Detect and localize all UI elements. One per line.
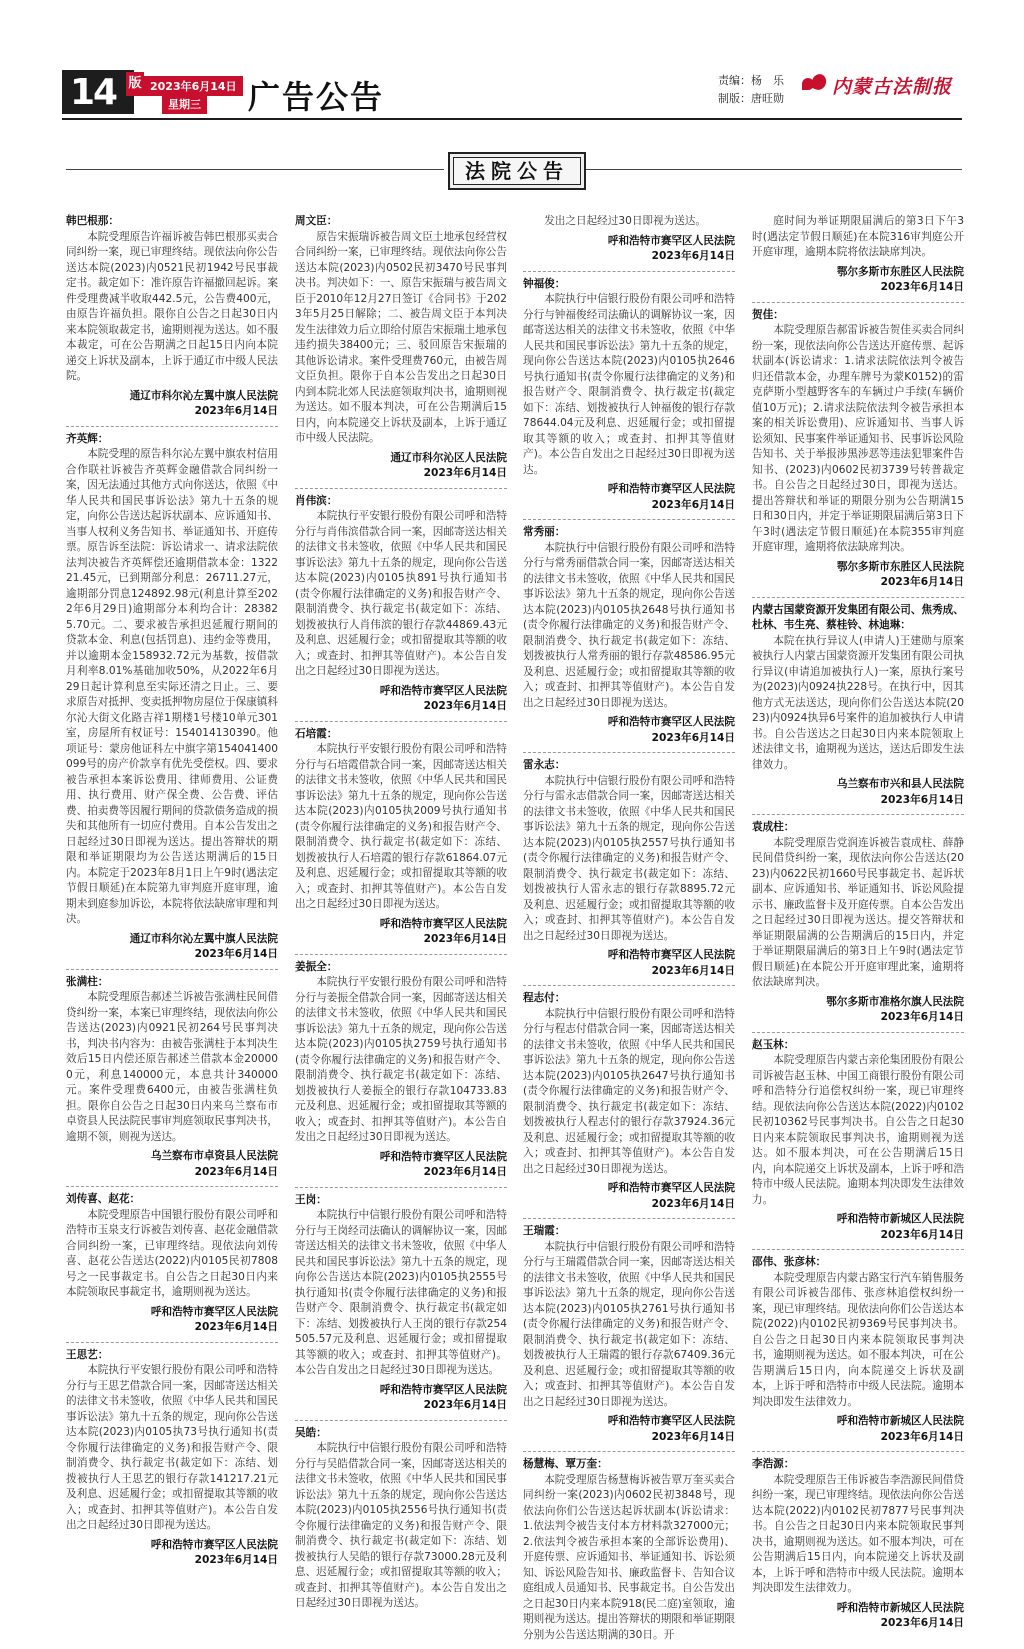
notice-separator bbox=[752, 1032, 964, 1034]
court-notice bbox=[66, 432, 278, 963]
court-notice bbox=[523, 758, 735, 979]
notice-body: 本院执行中信银行股份有限公司呼和浩特分行与王岗经司法确认的调解协议一案，因邮寄送达相关的法律文书未签收，依照《中华人民共和国民事诉讼法》第九十五条的规定，现向你公告送达本院(2023)内0105执2555号执行通知书(责令你履行法律确定的义务)和报告财产令、限制消费令、执行裁定书(裁定如下：冻结、划拨被执行人王岗的银行存款254505.57元及利息、迟延履行金；或扣留提取其等额的收入；或查封、扣押其等值财产)。本公告自发出之日起经过30日即视为送达。 bbox=[295, 1209, 507, 1376]
notice-court: 呼和浩特市赛罕区人民法院 bbox=[607, 1182, 735, 1194]
notice-court: 呼和浩特市赛罕区人民法院 bbox=[607, 949, 735, 961]
notice-date: 2023年6月14日 bbox=[194, 1321, 278, 1333]
notice-addressee: 贺佳： bbox=[752, 308, 784, 321]
notice-court: 呼和浩特市赛罕区人民法院 bbox=[150, 1305, 278, 1318]
notice-addressee: 钟福俊： bbox=[523, 277, 566, 290]
court-notice bbox=[752, 1457, 964, 1632]
notice-date: 2023年6月14日 bbox=[651, 250, 735, 262]
notice-separator bbox=[66, 426, 278, 428]
court-notice bbox=[523, 525, 735, 746]
notice-separator bbox=[66, 1342, 278, 1344]
notice-addressee: 赵玉林： bbox=[752, 1038, 795, 1051]
notice-body: 本院受理原告郝雷诉被告贺佳买卖合同纠纷一案，现依法向你公告送达开庭传票、起诉状副本(诉讼请求：1.请求法院依法判令被告归还借款本金，办理车牌号为蒙K0152)的雷克萨斯小型越野客车的车辆过户手续(车辆价值10万元)；2.请求法院依法判令被告承担本案的相关诉讼费用)、应诉通知书、当事人诉讼须知、民事案件举证通知书、民事诉讼风险告知书、关于举报涉黑涉恶等违法犯罪案件告知书、(2023)内0602民初3739号转普裁定书。自公告之日起经过30日，即视为送达。提出答辩状和举证的期限分别为公告期满15日和30日内，并定于举证期限届满后第3日下午3时(遇法定节假日顺延)在本院355审判庭开庭审理，逾期将依法缺席判决。 bbox=[752, 324, 964, 553]
court-notice bbox=[752, 214, 964, 296]
notice-date: 2023年6月14日 bbox=[651, 1197, 735, 1210]
court-notice bbox=[752, 603, 964, 809]
notice-court: 呼和浩特市赛罕区人民法院 bbox=[379, 684, 507, 697]
notice-separator bbox=[752, 1249, 964, 1251]
notice-separator bbox=[523, 519, 735, 521]
notice-addressee: 刘传喜、赵花： bbox=[66, 1193, 141, 1205]
notice-addressee: 韩巴根那： bbox=[66, 215, 119, 227]
notice-date: 2023年6月14日 bbox=[880, 1228, 964, 1241]
notice-addressee: 王瑞霞： bbox=[523, 1225, 566, 1237]
notice-court: 鄂尔多斯市东胜区人民法院 bbox=[836, 265, 964, 278]
producer-name: 制版：唐旺勋 bbox=[718, 92, 784, 105]
court-notice bbox=[752, 308, 964, 591]
court-notice bbox=[66, 1192, 278, 1336]
court-notice bbox=[752, 1038, 964, 1244]
page-number-block bbox=[62, 70, 142, 114]
notice-body: 本院执行中信银行股份有限公司呼和浩特分行与程志付借款合同一案，因邮寄送达相关的法律文书未签收，依照《中华人民共和国民事诉讼法》第九十五条的规定，现向你公告送达本院(2023)内0105执2647号执行通知书(责令你履行法律确定的义务)和报告财产令、限制消费令、执行裁定书(裁定如下：冻结、划拨被执行人程志付的银行存款37924.36元及利息、迟延履行金；或扣留提取其等额的收入；或查封、扣押其等值财产)。本公告自发出之日起经过30日即视为送达。 bbox=[523, 1007, 735, 1175]
notice-date: 2023年6月14日 bbox=[423, 1399, 507, 1411]
court-notice bbox=[66, 214, 278, 420]
notice-separator bbox=[752, 1451, 964, 1453]
court-notice bbox=[523, 214, 735, 265]
section-banner bbox=[448, 152, 586, 190]
notice-separator bbox=[295, 954, 507, 956]
notice-court: 鄂尔多斯市准格尔旗人民法院 bbox=[826, 995, 964, 1008]
section-title: 广告公告 bbox=[248, 78, 385, 116]
notice-column-2 bbox=[295, 214, 507, 1618]
notice-separator bbox=[752, 597, 964, 599]
court-notice bbox=[66, 975, 278, 1181]
notice-separator bbox=[295, 721, 507, 723]
logo-swoosh-icon bbox=[802, 74, 828, 96]
notice-separator bbox=[752, 302, 964, 304]
notice-date: 2023年6月14日 bbox=[423, 1166, 507, 1178]
court-notice bbox=[295, 1426, 507, 1612]
notice-separator bbox=[295, 488, 507, 490]
notice-body: 本院受理原告王伟诉被告李浩源民间借贷纠纷一案，现已审理终结。现依法向你公告送达本院(2022)内0102民初7877号民事判决书。自公告之日起30日内来本院领取民事判决书，逾期则视为送达。如不服本判决，可在公告期满后15日内，向本院递交上诉状及副本，上诉于呼和浩特市中级人民法院。逾期本判决即发生法律效力。 bbox=[752, 1473, 964, 1594]
notice-court: 鄂尔多斯市东胜区人民法院 bbox=[836, 560, 964, 573]
notice-court: 呼和浩特市赛罕区人民法院 bbox=[607, 1415, 735, 1427]
notice-addressee: 王思艺： bbox=[66, 1348, 109, 1361]
notice-separator bbox=[523, 1218, 735, 1220]
notice-addressee: 周文臣： bbox=[295, 215, 338, 227]
notice-addressee: 肖伟滨： bbox=[295, 494, 338, 507]
court-notice bbox=[523, 1224, 735, 1445]
notice-court: 呼和浩特市赛罕区人民法院 bbox=[379, 917, 507, 930]
court-notice bbox=[295, 960, 507, 1181]
notice-date: 2023年6月14日 bbox=[194, 948, 278, 960]
notice-date: 2023年6月14日 bbox=[651, 498, 735, 511]
court-notice bbox=[66, 1348, 278, 1569]
notice-date: 2023年6月14日 bbox=[194, 405, 278, 417]
notice-body: 本院受理原告内蒙古亲伦集团股份有限公司诉被告赵玉林、中国工商银行股份有限公司呼和浩特分行追偿权纠纷一案，现已审理终结。现依法向你公告送达本院(2022)内0102民初10362号民事判决书。自公告之日起30日内来本院领取民事判决书，逾期则视为送达。如不服本判决，可在公告期满后15日内，向本院递交上诉状及副本，上诉于呼和浩特市中级人民法院。逾期本判决即发生法律效力。 bbox=[752, 1054, 964, 1206]
editor-name: 责编：杨 乐 bbox=[718, 74, 784, 87]
notice-addressee: 杨慧梅、覃万奎： bbox=[523, 1458, 608, 1470]
court-notice bbox=[523, 277, 735, 514]
notice-body: 本院执行平安银行股份有限公司呼和浩特分行与肖伟滨借款合同一案，因邮寄送达相关的法律文书未签收，依照《中华人民共和国民事诉讼法》第九十五条的规定，现向你公告送达本院(2023)内0105执891号执行通知书(责令你履行法律确定的义务)和报告财产令、限制消费令、执行裁定书(裁定如下：冻结、划拨被执行人肖伟滨的银行存款44869.43元及利息、迟延履行金；或扣留提取其等额的收入；或查封、扣押其等值财产)。本公告自发出之日起经过30日即视为送达。 bbox=[295, 510, 507, 677]
notice-separator bbox=[66, 1186, 278, 1188]
notice-addressee: 石培霞： bbox=[295, 727, 338, 740]
notice-court: 呼和浩特市新城区人民法院 bbox=[836, 1601, 964, 1614]
notice-date: 2023年6月14日 bbox=[423, 467, 507, 479]
notice-addressee: 袁成柱： bbox=[752, 821, 795, 833]
notice-court: 呼和浩特市新城区人民法院 bbox=[836, 1213, 964, 1225]
notice-separator bbox=[523, 752, 735, 754]
notice-date: 2023年6月14日 bbox=[194, 1165, 278, 1178]
notice-separator bbox=[523, 985, 735, 987]
notice-addressee: 内蒙古国蒙资源开发集团有限公司、焦秀成、杜林、韦生亮、蔡桂铃、林迪琳： bbox=[752, 603, 964, 631]
notice-court: 乌兰察布市卓资县人民法院 bbox=[150, 1150, 278, 1162]
notice-addressee: 吴皓： bbox=[295, 1426, 327, 1439]
notice-court: 通辽市科尔沁区人民法院 bbox=[390, 451, 507, 464]
notice-addressee: 姜振全： bbox=[295, 960, 338, 973]
notice-body: 本院在执行异议人(申请人)王建勋与原案被执行人内蒙古国蒙资源开发集团有限公司执行异议(申请追加被执行人)一案，原执行案号为(2023)内0924执228号。在执行中，因其他方式无法送达，现向你们公告送达本院(2023)内0924执异6号案件的追加被执行人申请书。自公告送达之日起30日内来本院领取上述法律文书，逾期视为送达，送达后即发生法律效力。 bbox=[752, 634, 964, 771]
notice-court: 呼和浩特市赛罕区人民法院 bbox=[379, 1150, 507, 1163]
banner-rule-left bbox=[66, 169, 444, 170]
logo-text: 内蒙古法制报 bbox=[832, 75, 953, 98]
notice-body: 本院受理原告内蒙古路宝行汽车销售服务有限公司诉被告邵伟、张彦林追偿权纠纷一案，现已审理终结。现依法向你们公告送达本院(2022)内0102民初9369号民事判决书。自公告之日起30日内来本院领取民事判决书，逾期则视为送达。如不服本判决，可在公告期满后15日内，向本院递交上诉状及副本，上诉于呼和浩特市中级人民法院。逾期本判决即发生法律效力。 bbox=[752, 1271, 964, 1408]
notice-column-1 bbox=[66, 214, 278, 1575]
newspaper-logo bbox=[802, 72, 952, 98]
notice-column-4 bbox=[752, 214, 964, 1638]
issue-date: 2023年6月14日 bbox=[144, 76, 243, 96]
notice-date: 2023年6月14日 bbox=[423, 700, 507, 712]
notice-addressee: 王岗： bbox=[295, 1193, 327, 1206]
notice-date: 2023年6月14日 bbox=[880, 1617, 964, 1629]
notice-addressee: 常秀丽： bbox=[523, 526, 566, 538]
notice-court: 通辽市科尔沁左翼中旗人民法院 bbox=[129, 389, 278, 402]
notice-court: 呼和浩特市赛罕区人民法院 bbox=[150, 1538, 278, 1551]
notice-addressee: 李浩源： bbox=[752, 1458, 795, 1470]
court-notice bbox=[523, 1457, 735, 1643]
notice-separator bbox=[523, 271, 735, 273]
notice-addressee: 雷永志： bbox=[523, 759, 566, 771]
court-notice bbox=[295, 1193, 507, 1414]
banner-title: 法院公告 bbox=[453, 157, 581, 185]
notice-separator bbox=[752, 814, 964, 816]
notice-court: 呼和浩特市赛罕区人民法院 bbox=[379, 1383, 507, 1396]
notice-date: 2023年6月14日 bbox=[423, 933, 507, 945]
notice-date: 2023年6月14日 bbox=[651, 964, 735, 977]
banner-rule-right bbox=[586, 169, 962, 170]
notice-body: 本院受理原告中国银行股份有限公司呼和浩特市玉泉支行诉被告刘传喜、赵花金融借款合同纠纷一案，已审理终结。现依法向刘传喜、赵花公告送达(2022)内0105民初7808号之一民事裁定书。自公告之日起30日内来本院领取民事裁定书，逾期则视为送达。 bbox=[66, 1208, 278, 1298]
notice-addressee: 邵伟、张彦林： bbox=[752, 1256, 827, 1268]
notice-addressee: 张满柱： bbox=[66, 975, 109, 988]
notice-date: 2023年6月14日 bbox=[880, 281, 964, 293]
notice-column-3 bbox=[523, 214, 735, 1649]
notice-separator bbox=[295, 1187, 507, 1189]
notice-court: 乌兰察布市兴和县人民法院 bbox=[836, 778, 964, 790]
notice-addressee: 齐英辉： bbox=[66, 432, 109, 445]
notice-body: 本院受理原告杨慧梅诉被告覃万奎买卖合同纠纷一案(2023)内0602民初3848号，现依法向你们公告送达起诉状副本(诉讼请求：1.依法判令被告支付本方材料款327000元；2.依法判令被告承担本案的全部诉讼费用)、开庭传票、应诉通知书、举证通知书、诉讼须知、诉讼风险告知书、廉政监督卡、告知合议庭组成人员通知书、民事裁定书。自公告发出之日起30日内来本院918(民二庭)室领取，逾期则视为送达。提出答辩状的期限和举证期限分别为公告送达期满的30日。开 bbox=[523, 1473, 735, 1641]
notice-body: 本院执行中信银行股份有限公司呼和浩特分行与钟福俊经司法确认的调解协议一案，因邮寄送达相关的法律文书未签收，依照《中华人民共和国民事诉讼法》第九十五条的规定，现向你公告送达本院(2023)内0105执2646号执行通知书(责令你履行法律确定的义务)和报告财产令、限制消费令、执行裁定书(裁定如下：冻结、划拨被执行人钟福俊的银行存款78644.04元及利息、迟延履行金；或扣留提取其等额的收入；或查封、扣押其等值财产)。本公告自发出之日起经过30日即视为送达。 bbox=[523, 293, 735, 476]
notice-date: 2023年6月14日 bbox=[194, 1554, 278, 1566]
page-unit: 版 bbox=[126, 72, 144, 96]
page-number: 14 bbox=[70, 72, 117, 113]
court-notice bbox=[523, 991, 735, 1212]
notice-body: 本院执行中信银行股份有限公司呼和浩特分行与常秀丽借款合同一案，因邮寄送达相关的法律文书未签收，依照《中华人民共和国民事诉讼法》第九十五条的规定，现向你公告送达本院(2023)内0105执2648号执行通知书(责令你履行法律确定的义务)和报告财产令、限制消费令、执行裁定书(裁定如下：冻结、划拨被执行人常秀丽的银行存款48586.95元及利息、迟延履行金；或扣留提取其等额的收入；或查封、扣押其等值财产)。本公告自发出之日起经过30日即视为送达。 bbox=[523, 541, 735, 709]
header-rule bbox=[62, 118, 962, 120]
notice-body: 本院受理原告许福诉被告韩巴根那买卖合同纠纷一案，现已审理终结。现依法向你公告送达本院(2023)内0521民初1942号民事裁定书。裁定如下：准许原告许福撤回起诉。案件受理费减半收取442.5元，公告费400元，由原告许福负担。限你自公告之日起30日内来本院领取裁定书，逾期则视为送达。如不服本裁定，可在公告期满之日起15日内向本院递交上诉状及副本，上诉于通辽市中级人民法院。 bbox=[66, 230, 278, 382]
notice-addressee: 程志付： bbox=[523, 992, 566, 1004]
notice-court: 呼和浩特市赛罕区人民法院 bbox=[607, 483, 735, 495]
notice-body: 本院执行中信银行股份有限公司呼和浩特分行与王瑞霞借款合同一案，因邮寄送达相关的法律文书未签收，依照《中华人民共和国民事诉讼法》第九十五条的规定，现向你公告送达本院(2023)内0105执2761号执行通知书(责令你履行法律确定的义务)和报告财产令、限制消费令、执行裁定书(裁定如下：冻结、划拨被执行人王瑞霞的银行存款67409.36元及利息、迟延履行金；或扣留提取其等额的收入；或查封、扣押其等值财产)。本公告自发出之日起经过30日即视为送达。 bbox=[523, 1240, 735, 1408]
notice-body: 发出之日起经过30日即视为送达。 bbox=[544, 215, 706, 227]
notice-body: 本院执行中信银行股份有限公司呼和浩特分行与吴皓借款合同一案，因邮寄送达相关的法律文书未签收，依照《中华人民共和国民事诉讼法》第九十五条的规定，现向你公告送达本院(2023)内0105执2556号执行通知书(责令你履行法律确定的义务)和报告财产令、限制消费令、执行裁定书(裁定如下：冻结、划拨被执行人吴皓的银行存款73000.28元及利息、迟延履行金；或扣留提取其等额的收入；或查封、扣押其等值财产)。本公告自发出之日起经过30日即视为送达。 bbox=[295, 1442, 507, 1609]
notice-body: 本院受理原告郝述兰诉被告张满柱民间借贷纠纷一案，本案已审理终结，现依法向你公告送达(2023)内0921民初264号民事判决书，判决书内容为：由被告张满柱于本判决生效后15日内偿还原告郝述兰借款本金200000元，利息140000元，本息共计340000元。案件受理费6400元，由被告张满柱负担。限你自公告之日起30日内来乌兰察布市卓资县人民法院民事审判庭领取民事判决书，逾期不领，则视为送达。 bbox=[66, 991, 278, 1143]
court-notice bbox=[752, 820, 964, 1026]
notice-date: 2023年6月14日 bbox=[651, 1430, 735, 1443]
court-notice bbox=[752, 1255, 964, 1445]
court-notice bbox=[295, 214, 507, 482]
notice-date: 2023年6月14日 bbox=[880, 1011, 964, 1023]
issue-weekday: 星期三 bbox=[162, 94, 207, 114]
notice-date: 2023年6月14日 bbox=[880, 793, 964, 806]
court-notice bbox=[295, 727, 507, 948]
notice-body: 本院执行平安银行股份有限公司呼和浩特分行与姜振全借款合同一案，因邮寄送达相关的法律文书未签收，依照《中华人民共和国民事诉讼法》第九十五条的规定，现向你公告送达本院(2023)内0105执2759号执行通知书(责令你履行法律确定的义务)和报告财产令、限制消费令、执行裁定书(裁定如下：冻结、划拨被执行人姜振全的银行存款104733.83元及利息、迟延履行金；或扣留提取其等额的收入；或查封、扣押其等值财产)。本公告自发出之日起经过30日即视为送达。 bbox=[295, 976, 507, 1143]
notice-date: 2023年6月14日 bbox=[880, 1430, 964, 1443]
page-header bbox=[62, 70, 962, 114]
notice-body: 本院执行中信银行股份有限公司呼和浩特分行与雷永志借款合同一案，因邮寄送达相关的法律文书未签收，依照《中华人民共和国民事诉讼法》第九十五条的规定，现向你公告送达本院(2023)内0105执2557号执行通知书(责令你履行法律确定的义务)和报告财产令、限制消费令、执行裁定书(裁定如下：冻结、划拨被执行人雷永志的银行存款8895.72元及利息、迟延履行金；或扣留提取其等额的收入；或查封、扣押其等值财产)。本公告自发出之日起经过30日即视为送达。 bbox=[523, 774, 735, 942]
notice-court: 呼和浩特市赛罕区人民法院 bbox=[607, 716, 735, 728]
notice-date: 2023年6月14日 bbox=[651, 731, 735, 744]
court-notice bbox=[295, 494, 507, 715]
notice-body: 本院执行平安银行股份有限公司呼和浩特分行与王思艺借款合同一案，因邮寄送达相关的法律文书未签收，依照《中华人民共和国民事诉讼法》第九十五条的规定，现向你公告送达本院(2023)内0105执73号执行通知书(责令你履行法律确定的义务)和报告财产令、限制消费令、执行裁定书(裁定如下：冻结、划拨被执行人王思艺的银行存款141217.21元及利息、迟延履行金；或扣留提取其等额的收入；或查封、扣押其等值财产)。本公告自发出之日起经过30日即视为送达。 bbox=[66, 1364, 278, 1531]
notice-separator bbox=[66, 969, 278, 971]
notice-body: 原告宋振瑞诉被告周文臣土地承包经营权合同纠纷一案，已审理终结。现依法向你公告送达本院(2023)内0502民初3470号民事判决书。判决如下：一、原告宋振瑞与被告周文臣于2010年12月27日签订《合同书》于2023年5月25日解除；二、被告周文臣于本判决发生法律效力后立即给付原告宋振瑞土地承包违约损失38400元；三、驳回原告宋振瑞的其他诉讼请求。案件受理费760元，由被告周文臣负担。限你于自本公告发出之日起30日内到本院北郊人民法庭领取判决书，逾期则视为送达。如不服本判决，可在公告期满后15日内，向本院递交上诉状及副本，上诉于通辽市中级人民法院。 bbox=[295, 230, 507, 444]
notice-separator bbox=[295, 1420, 507, 1422]
notice-body: 本院受理原告党润连诉被告袁成柱、薛静民间借贷纠纷一案，现依法向你公告送达(2023)内0622民初1660号民事裁定书、起诉状副本、应诉通知书、举证通知书、诉讼风险提示书、廉政监督卡及开庭传票。自本公告发出之日起经过30日即视为送达。提交答辩状和举证期限届满的公告期满后的15日内，并定于举证期限届满后的第3日上午9时(遇法定节假日顺延)在本院公开开庭审理此案，逾期将依法缺席判决。 bbox=[752, 836, 964, 988]
notice-court: 呼和浩特市赛罕区人民法院 bbox=[607, 234, 735, 247]
notice-court: 通辽市科尔沁左翼中旗人民法院 bbox=[129, 932, 278, 945]
notice-date: 2023年6月14日 bbox=[880, 576, 964, 588]
notice-separator bbox=[523, 1451, 735, 1453]
notice-body: 庭时间为举证期限届满后的第3日下午3时(遇法定节假日顺延)在本院316审判庭公开开庭审理，逾期本院将依法缺席判决。 bbox=[752, 215, 964, 258]
notice-body: 本院受理的原告科尔沁左翼中旗农村信用合作联社诉被告齐英辉金融借款合同纠纷一案，因无法通过其他方式向你送达，依照《中华人民共和国民事诉讼法》第九十五条的规定，向你公告送达起诉状副本、应诉通知书、当事人权利义务告知书、举证通知书、开庭传票。原告诉至法院：诉讼请求一、请求法院依法判决被告齐英辉偿还逾期借款本金：132221.45元，已到期部分利息：26711.27元，逾期部分罚息124892.98元(利息计算至2022年6月29日)逾期部分本利均合计：283825.70元。二、要求被告承担迟延履行期间的贷款本金、利息(包括罚息)、违约金等费用，并以逾期本金158932.72元为基数，按借款月利率8.01%基础加收50%，从2022年6月29日起计算利息至实际还清之日止。三、要求原告对抵押、变卖抵押物房屋位于保康镇科尔沁大街文化路吉祥1期楼1号楼10单元301室，房屋所有权证号：154014130390。他项证号：蒙房他证科左中旗字第154041400099号的房产价款享有优先受偿权。四、要求被告承担本案诉讼费用、律师费用、公证费用、执行费用、财产保全费、公告费、评估费、拍卖费等因履行期间的贷款债务造成的损失和其他所有一切应付费用。自本公告发出之日起经过30日即视为送达。提出答辩状的期限和举证期限均为公告送达期满后的15日内。本院定于2023年8月1日上午9时(遇法定节假日顺延)在本院第九审判庭开庭审理，逾期未到庭参加诉讼，本院将依法缺席审理和判决。 bbox=[66, 448, 278, 925]
notice-body: 本院执行平安银行股份有限公司呼和浩特分行与石培霞借款合同一案，因邮寄送达相关的法律文书未签收，依照《中华人民共和国民事诉讼法》第九十五条的规定，现向你公告送达本院(2023)内0105执2009号执行通知书(责令你履行法律确定的义务)和报告财产令、限制消费令、执行裁定书(裁定如下：冻结、划拨被执行人石培霞的银行存款61864.07元及利息、迟延履行金；或扣留提取其等额的收入；或查封、扣押其等值财产)。本公告自发出之日起经过30日即视为送达。 bbox=[295, 743, 507, 910]
editor-credits bbox=[718, 72, 784, 108]
notice-court: 呼和浩特市新城区人民法院 bbox=[836, 1415, 964, 1427]
